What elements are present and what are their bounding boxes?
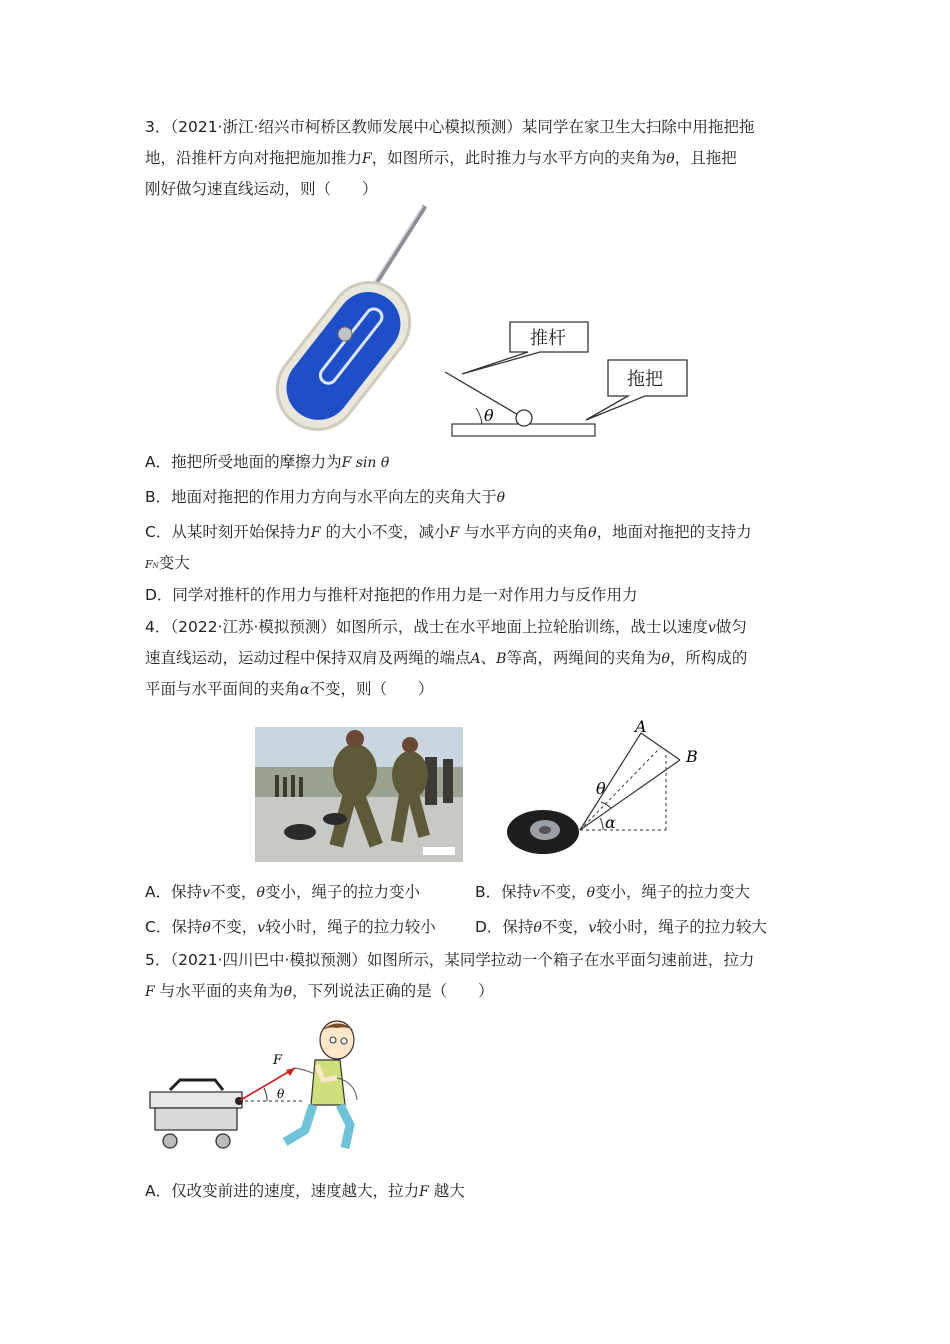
q3-option-c-cont: FN变大: [145, 554, 190, 572]
q4-label-b: B: [686, 747, 698, 766]
q4-option-c: C．保持θ不变，v较小时，绳子的拉力较小: [145, 918, 436, 936]
q4-option-a: A．保持v不变，θ变小，绳子的拉力变小: [145, 883, 420, 901]
q5-pulling-figure: [145, 1020, 375, 1155]
q3-stem-line2: 地，沿推杆方向对拖把施加推力F，如图所示，此时推力与水平方向的夹角为θ，且拖把: [145, 149, 737, 167]
q3-force-diagram: [440, 312, 695, 442]
q3-option-c: C．从某时刻开始保持力F 的大小不变，减小F 与水平方向的夹角θ，地面对拖把的支持力: [145, 523, 752, 541]
q4-stem-line2: 速直线运动，运动过程中保持双肩及两绳的端点A、B等高，两绳间的夹角为θ，所构成的: [145, 649, 748, 667]
q3-stem-line3: 刚好做匀速直线运动，则（ ）: [145, 180, 378, 198]
q5-stem-line2: F 与水平面的夹角为θ，下列说法正确的是（ ）: [145, 982, 494, 1000]
q3-theta-label: θ: [484, 406, 494, 425]
q3-stem-line1: 3．（2021·浙江·绍兴市柯桥区教师发展中心模拟预测）某同学在家卫生大扫除中用拖把拖: [145, 118, 755, 136]
q4-label-alpha: α: [605, 813, 616, 832]
q3-option-a: A．拖把所受地面的摩擦力为F sin θ: [145, 453, 390, 471]
q4-option-d: D．保持θ不变，v较小时，绳子的拉力较大: [475, 918, 767, 936]
q3-option-b: B．地面对拖把的作用力方向与水平向左的夹角大于θ: [145, 488, 506, 506]
q5-force-label: F: [273, 1053, 283, 1068]
q4-rope-diagram: [505, 718, 705, 858]
q3-rod-label: 推杆: [530, 328, 566, 349]
q4-stem-line1: 4．（2022·江苏·模拟预测）如图所示，战士在水平地面上拉轮胎训练，战士以速度v做匀: [145, 618, 747, 636]
q5-theta-label: θ: [277, 1087, 285, 1101]
q5-option-a: A．仅改变前进的速度，速度越大，拉力F 越大: [145, 1182, 465, 1200]
q5-stem-line1: 5．（2021·四川巴中·模拟预测）如图所示，某同学拉动一个箱子在水平面匀速前进，拉力: [145, 951, 755, 969]
q4-stem-line3: 平面与水平面间的夹角α不变，则（ ）: [145, 680, 434, 698]
q4-label-theta: θ: [596, 779, 606, 798]
q3-mop-label: 拖把: [627, 369, 663, 390]
q4-label-a: A: [635, 717, 647, 736]
q3-mop-photo: [265, 204, 430, 439]
q4-option-b: B．保持v不变，θ变小，绳子的拉力变大: [475, 883, 751, 901]
q3-option-d: D．同学对推杆的作用力与推杆对拖把的作用力是一对作用力与反作用力: [145, 586, 638, 604]
q4-training-photo: [255, 727, 463, 862]
